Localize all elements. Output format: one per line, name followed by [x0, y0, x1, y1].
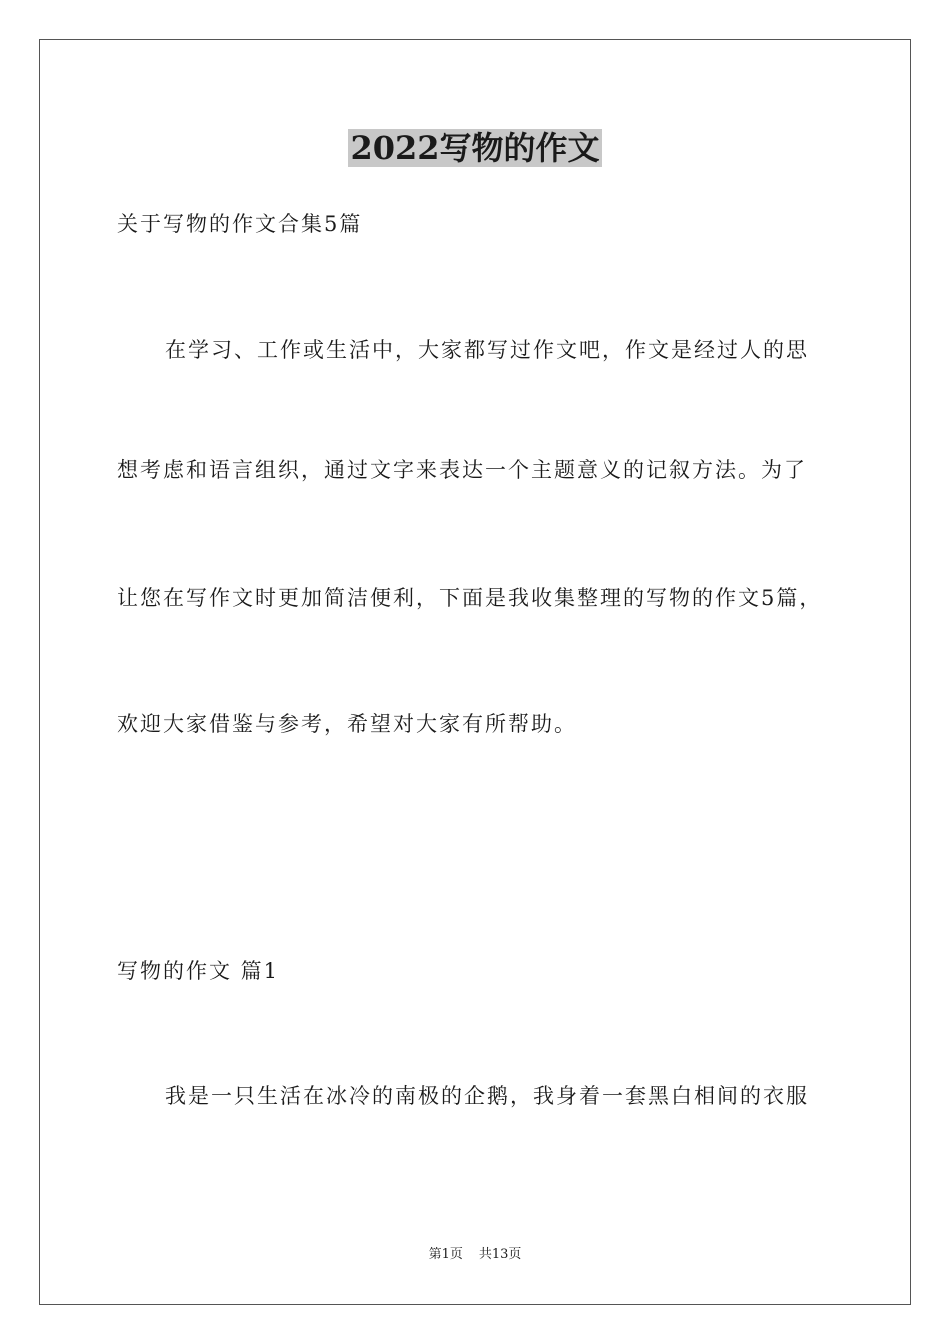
- page-footer: [0, 1246, 950, 1264]
- document-subtitle: 关于写物的作文合集5篇: [117, 212, 363, 236]
- document-title-text: 2022写物的作文: [350, 129, 600, 167]
- page-total: 共13页: [478, 1247, 522, 1262]
- paragraph-line: 在学习、工作或生活中，大家都写过作文吧，作文是经过人的思: [165, 338, 809, 362]
- paragraph-line: 想考虑和语言组织，通过文字来表达一个主题意义的记叙方法。为了: [117, 458, 807, 482]
- paragraph-line: 我是一只生活在冰冷的南极的企鹅，我身着一套黑白相间的衣服: [165, 1084, 809, 1108]
- document-title: [0, 128, 950, 168]
- page-number: 第1页: [428, 1247, 463, 1262]
- paragraph-line: 让您在写作文时更加简洁便利，下面是我收集整理的写物的作文5篇，: [117, 586, 823, 610]
- section-heading: 写物的作文 篇1: [117, 959, 280, 983]
- paragraph-line: 欢迎大家借鉴与参考，希望对大家有所帮助。: [117, 712, 577, 736]
